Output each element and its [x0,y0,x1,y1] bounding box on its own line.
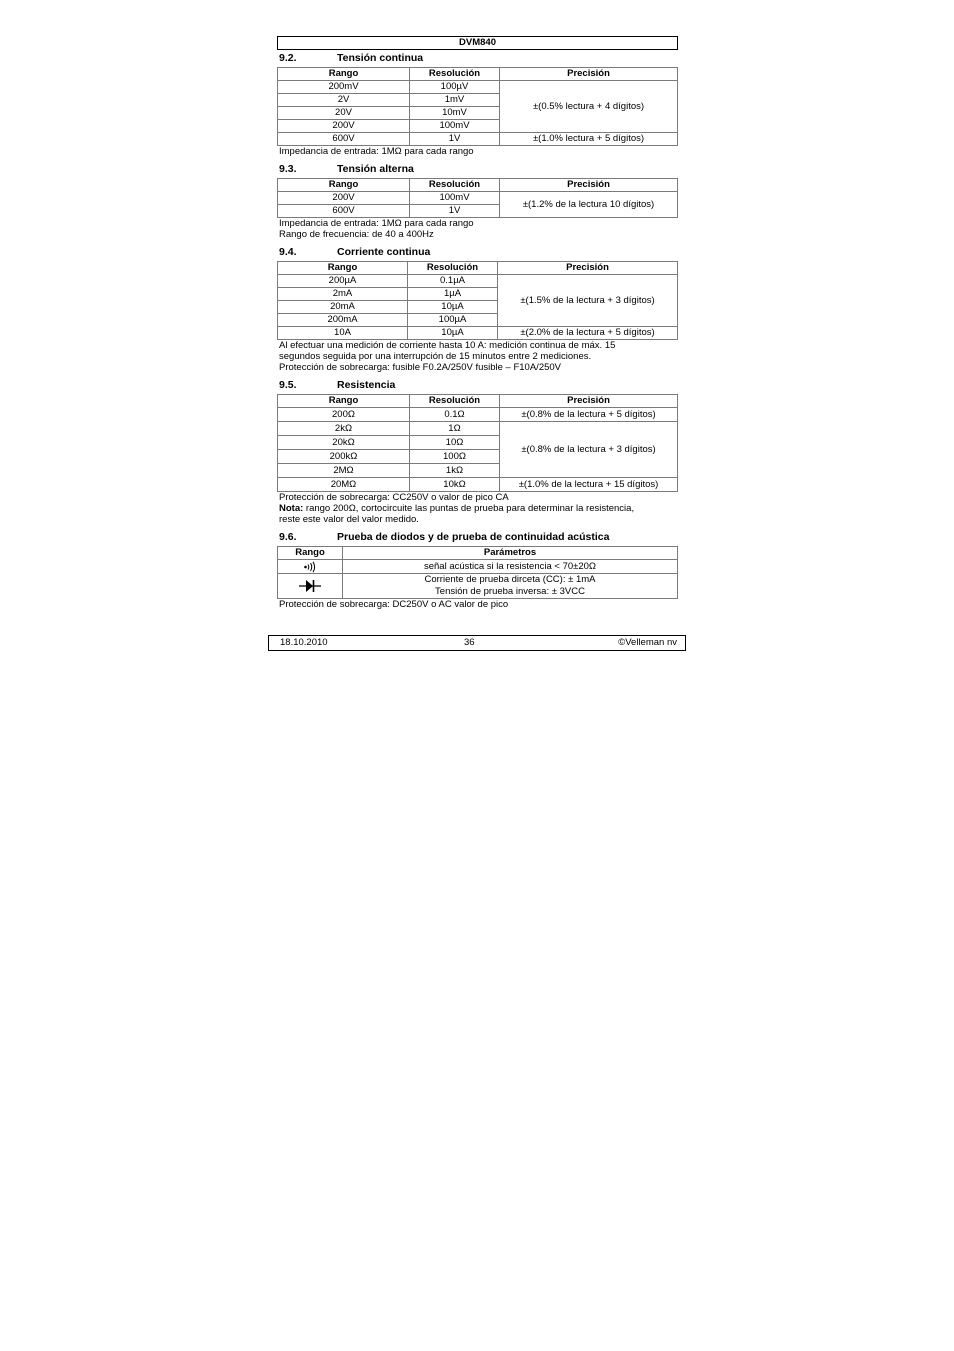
table-row: 2V 1mV [278,94,678,107]
manual-page [277,36,678,610]
table-row: 20V 10mV [278,107,678,120]
dc-voltage-table [277,67,678,146]
table-header-row: Rango Parámetros [278,547,678,560]
table-row: 200kΩ 100Ω [278,450,678,464]
page-header [277,36,678,50]
note-text: segundos seguida por una interrupción de 15 minutos entre 2 mediciones. [279,351,592,362]
ac-voltage-table [277,178,678,218]
table-row: 2MΩ 1kΩ [278,464,678,478]
table-row: 200mA 100µA [278,314,678,327]
table-row: 200µA 0.1µA ±(1.5% de la lectura + 3 dígitos) [278,275,678,288]
table-row: 200Ω 0.1Ω ±(0.8% de la lectura + 5 dígitos) [278,408,678,422]
resistance-table [277,394,678,492]
table-row: 2mA 1µA [278,288,678,301]
table-row: 200V 100mV [278,120,678,133]
note-text: Impedancia de entrada: 1MΩ para cada rango [279,146,474,157]
table-row: 200V 100mV ±(1.2% de la lectura 10 dígitos) [278,192,678,205]
section-heading-9-5: 9.5. Resistencia [279,379,396,391]
table-header-row: Rango Resolución Precisión [278,68,678,81]
table-row: 10A 10µA ±(2.0% de la lectura + 5 dígitos) [278,327,678,340]
continuity-beeper-icon [278,561,342,573]
table-row: 200mV 100µV ±(0.5% lectura + 4 dígitos) [278,81,678,94]
table-row: 20MΩ 10kΩ ±(1.0% de la lectura + 15 dígitos) [278,478,678,492]
table-header-row: Rango Resolución Precisión [278,262,678,275]
footer-copyright: ©Velleman nv [618,637,677,648]
footer-date: 18.10.2010 [280,637,328,648]
note-text: Protección de sobrecarga: fusible F0.2A/250V fusible – F10A/250V [279,362,562,373]
diode-icon [278,578,342,594]
section-heading-9-2: 9.2. Tensión continua [279,52,424,64]
section-heading-9-6: 9.6. Prueba de diodos y de prueba de continuidad acústica [279,531,610,543]
table-row: 600V 1V ±(1.0% lectura + 5 dígitos) [278,133,678,146]
table-row: señal acústica si la resistencia < 70±20Ω [278,560,678,574]
table-header-row: Rango Resolución Precisión [278,179,678,192]
page-footer [268,635,686,651]
note-text: Protección de sobrecarga: CC250V o valor de pico CA [279,492,509,503]
section-heading-9-4: 9.4. Corriente continua [279,246,431,258]
note-text: Impedancia de entrada: 1MΩ para cada rango [279,218,474,229]
model-name: DVM840 [459,37,496,48]
note-text: reste este valor del valor medido. [279,514,419,525]
diode-continuity-table [277,546,678,599]
section-heading-9-3: 9.3. Tensión alterna [279,163,414,175]
table-row: Corriente de prueba dirceta (CC): ± 1mA Tensión de prueba inversa: ± 3VCC [278,574,678,599]
page-number: 36 [464,637,475,648]
table-row: 600V 1V [278,205,678,218]
table-row: 20mA 10µA [278,301,678,314]
note-text: Nota: rango 200Ω, cortocircuite las puntas de prueba para determinar la resistencia, [279,503,635,514]
note-text: Rango de frecuencia: de 40 a 400Hz [279,229,434,240]
table-row: 20kΩ 10Ω [278,436,678,450]
table-header-row: Rango Resolución Precisión [278,395,678,408]
table-row: 2kΩ 1Ω ±(0.8% de la lectura + 3 dígitos) [278,422,678,436]
note-text: Al efectuar una medición de corriente hasta 10 A: medición continua de máx. 15 [279,340,616,351]
note-text: Protección de sobrecarga: DC250V o AC valor de pico [279,599,509,610]
dc-current-table [277,261,678,340]
